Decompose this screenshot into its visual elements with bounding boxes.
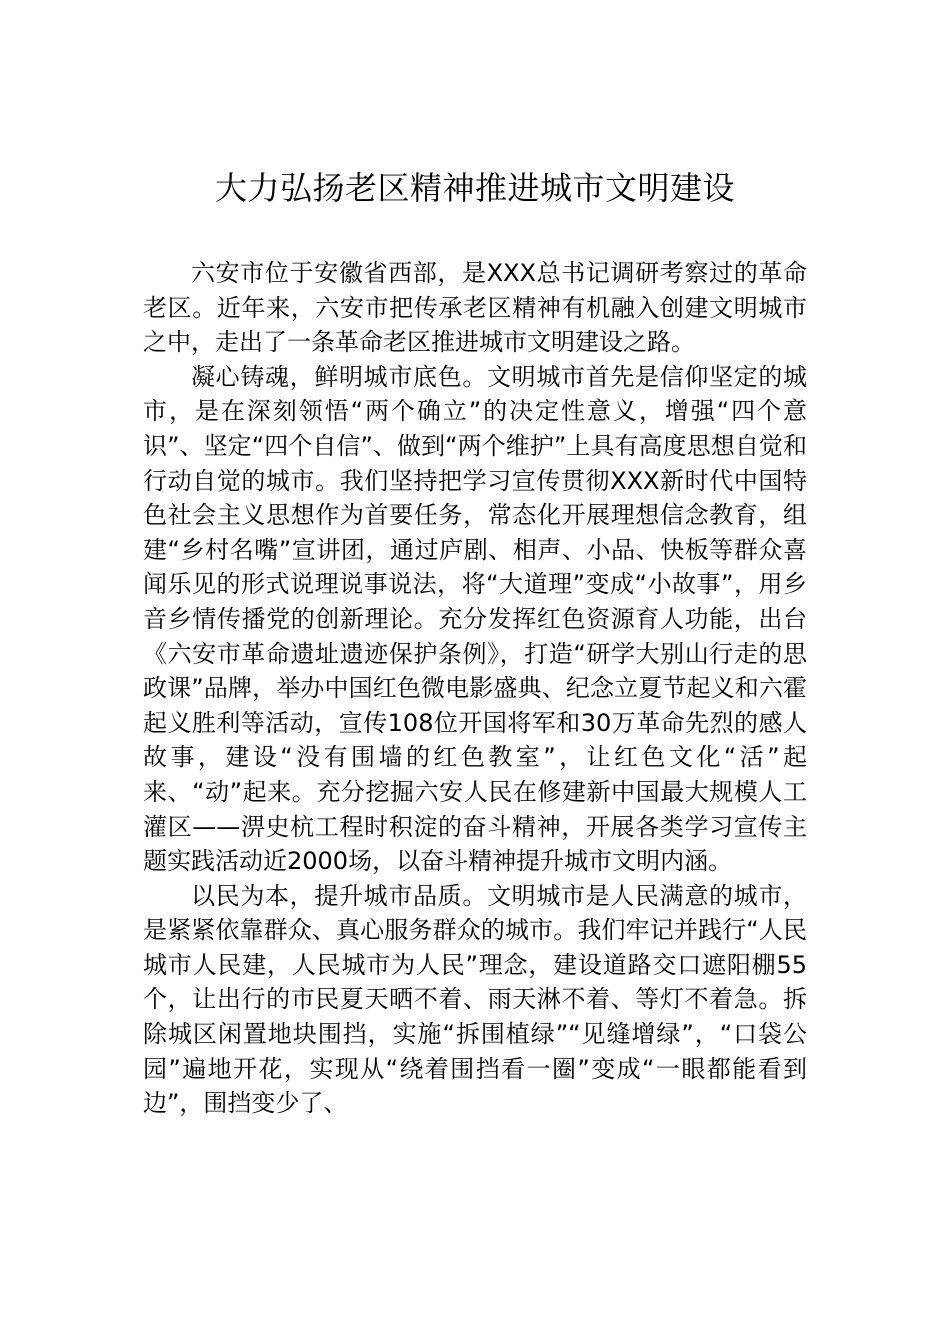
document-title: 大力弘扬老区精神推进城市文明建设 [214,169,735,207]
paragraph-intro: 六安市位于安徽省西部，是XXX总书记调研考察过的革命老区。近年来，六安市把传承老区精神有机融入创建文明城市之中，走出了一条革命老区推进城市文明建设之路。 [143,259,807,357]
paragraph-ningxin-zhuhun: 凝心铸魂，鲜明城市底色。文明城市首先是信仰坚定的城市，是在深刻领悟“两个确立”的决定性意义，增强“四个意识”、坚定“四个自信”、做到“两个维护”上具有高度思想自觉和行动自觉的城市。我们坚持把学习宣传贯彻XXX新时代中国特色社会主义思想作为首要任务，常态化开展理想信念教育，组建“乡村名嘴”宣讲团，通过庐剧、相声、小品、快板等群众喜闻乐见的形式说理说事说法，将“大道理”变成“小故事”，用乡音乡情传播党的创新理论。充分发挥红色资源育人功能，出台《六安市革命遗址遗迹保护条例》，打造“研学大别山行走的思政课”品牌，举办中国红色微电影盛典、纪念立夏节起义和六霍起义胜利等活动，宣传108位开国将军和30万革命先烈的感人故事，建设“没有围墙的红色教室”，让红色文化“活”起来、“动”起来。充分挖掘六安人民在修建新中国最大规模人工灌区——淠史杭工程时积淀的奋斗精神，开展各类学习宣传主题实践活动近2000场，以奋斗精神提升城市文明内涵。 [143,362,807,876]
paragraph-yimin-weiben: 以民为本，提升城市品质。文明城市是人民满意的城市，是紧紧依靠群众、真心服务群众的城市。我们牢记并践行“人民城市人民建，人民城市为人民”理念，建设道路交口遮阳棚55个，让出行的市民夏天晒不着、雨天淋不着、等灯不着急。拆除城区闲置地块围挡，实施“拆围植绿”“见缝增绿”，“口袋公园”遍地开花，实现从“绕着围挡看一圈”变成“一眼都能看到边”，围挡变少了、 [143,881,807,1118]
document-body [143,256,807,1121]
